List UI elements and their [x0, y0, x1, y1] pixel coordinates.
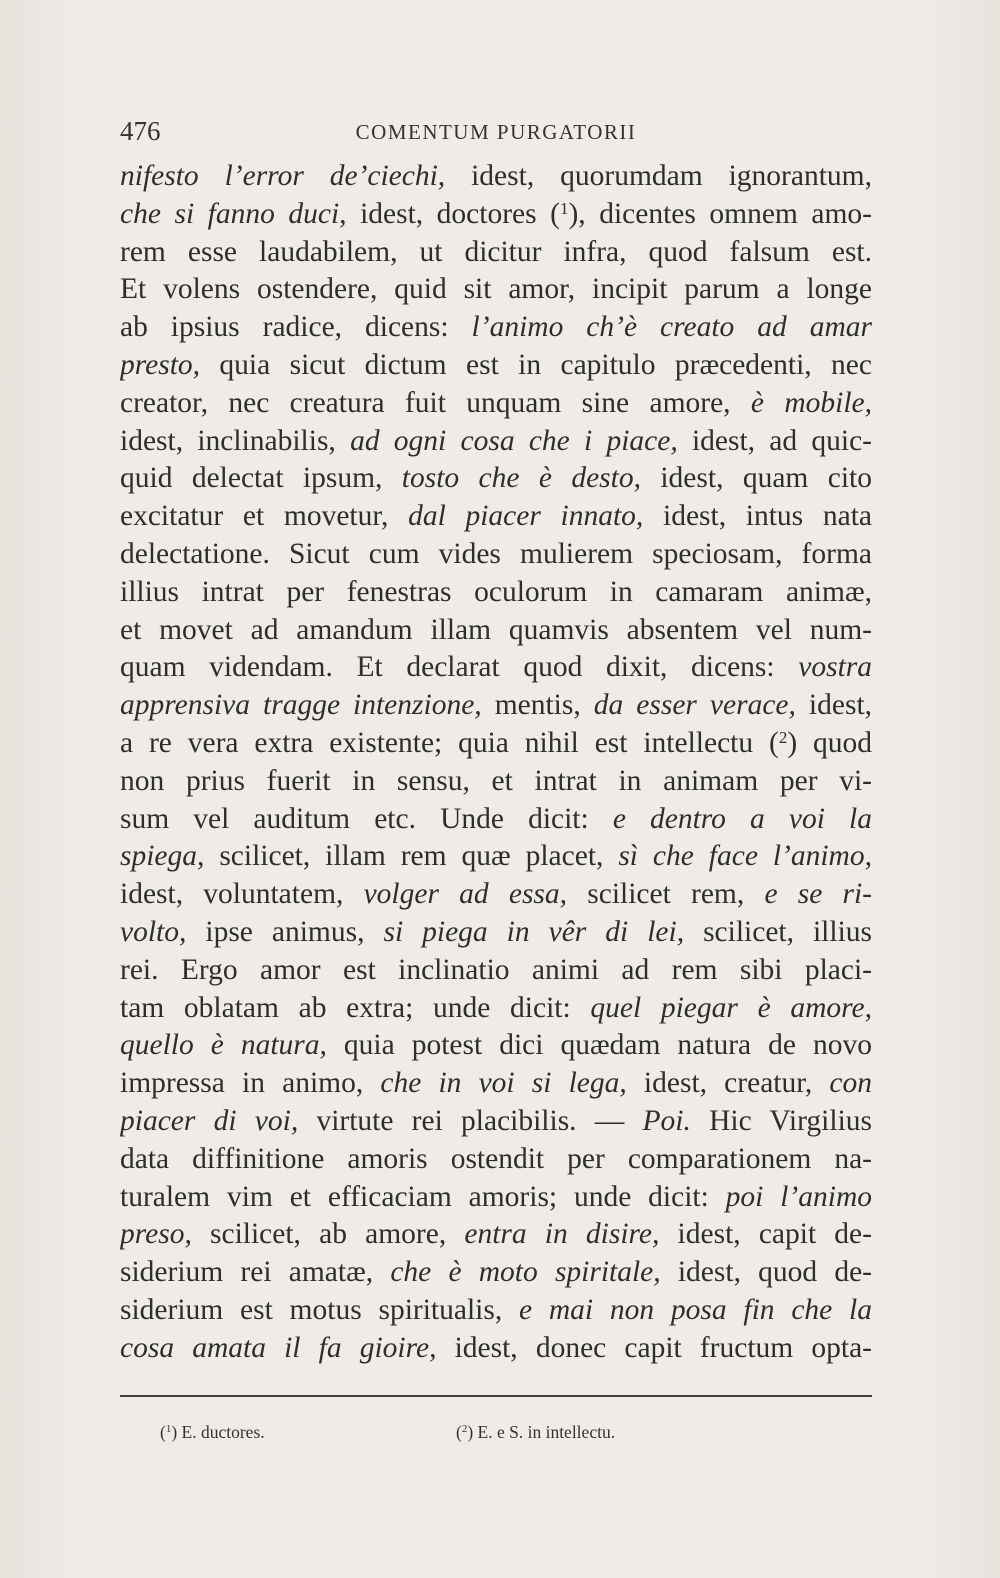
italic-quotation: si piega in vêr di lei,	[383, 915, 685, 948]
text-line	[120, 1254, 872, 1292]
italic-quotation: Poi.	[642, 1104, 691, 1137]
footnote-2: ($^2$) E. e S. in intellectu.	[456, 1422, 616, 1442]
text-line	[120, 687, 872, 725]
footnote-text: E. e S. in intellectu.	[477, 1422, 616, 1442]
text-run: scilicet, ab amore,	[191, 1218, 465, 1251]
text-run: virtute rei placibilis. —	[298, 1104, 643, 1137]
text-line	[120, 952, 872, 990]
text-run: ), dicentes omnem amo-	[568, 197, 872, 230]
text-line	[120, 725, 872, 763]
text-run: idest, voluntatem,	[120, 878, 364, 911]
italic-quotation: entra in disire,	[464, 1218, 660, 1251]
text-line	[120, 234, 872, 272]
italic-quotation: spiega,	[120, 840, 205, 873]
italic-quotation: quel piegar è amore,	[590, 991, 872, 1024]
text-run: mentis,	[481, 689, 594, 722]
text-line	[120, 498, 872, 536]
italic-quotation: che si fanno duci,	[120, 197, 347, 230]
text-line	[120, 838, 872, 876]
page-header	[120, 116, 872, 150]
footnote-reference: 1	[559, 198, 569, 218]
text-run: (	[768, 726, 779, 759]
italic-quotation: ad ogni cosa che i piace,	[350, 424, 678, 457]
italic-quotation: quello è natura,	[120, 1029, 327, 1062]
italic-quotation: dal piacer innato,	[408, 500, 644, 533]
text-run: impressa in animo,	[120, 1067, 381, 1100]
italic-quotation: con	[829, 1067, 872, 1100]
text-line	[120, 309, 872, 347]
page-number: 476	[120, 116, 161, 146]
text-run: idest, quod de-	[660, 1256, 872, 1289]
text-line	[120, 649, 872, 687]
italic-quotation: che è moto spiritale,	[390, 1256, 661, 1289]
italic-quotation: e mai non posa fin che la	[518, 1293, 872, 1326]
footnote-reference: 2	[778, 727, 788, 747]
text-line	[120, 1292, 872, 1330]
text-run: tam oblatam ab extra; unde dicit:	[120, 991, 591, 1024]
text-line	[120, 536, 872, 574]
italic-quotation: poi l’animo	[725, 1180, 872, 1213]
text-run: et movet ad amandum illam quamvis absentem vel num-	[120, 613, 872, 646]
text-line	[120, 990, 872, 1028]
text-run: scilicet, illius	[684, 915, 872, 948]
running-head: COMENTUM PURGATORII	[355, 120, 637, 144]
text-line	[120, 347, 872, 385]
text-run: scilicet, illam rem quæ placet,	[204, 840, 619, 873]
italic-quotation: preso,	[120, 1218, 192, 1251]
italic-quotation: volto,	[120, 915, 187, 948]
text-line	[120, 914, 872, 952]
text-line	[120, 763, 872, 801]
text-run: (	[550, 197, 560, 230]
text-line	[120, 1141, 872, 1179]
italic-quotation: sì che face l’animo,	[618, 840, 872, 873]
text-run: idest, quam cito	[640, 462, 872, 495]
text-run: non prius fuerit in sensu, et intrat in animam per vi-	[120, 764, 872, 797]
text-line	[120, 801, 872, 839]
text-run: idest,	[795, 689, 872, 722]
body-text	[120, 158, 872, 1388]
text-run: ab ipsius radice, dicens:	[120, 311, 472, 344]
text-run: a re vera extra existente; quia nihil est intellectu	[120, 726, 769, 759]
italic-quotation: nifesto l’error de’ciechi,	[120, 160, 446, 192]
text-run: idest, creatur,	[626, 1067, 830, 1100]
text-run: siderium rei amatæ,	[120, 1256, 391, 1289]
text-line	[120, 876, 872, 914]
text-line	[120, 1065, 872, 1103]
footnote-rule	[120, 1395, 872, 1397]
text-run: Hic Virgilius	[690, 1104, 872, 1137]
text-run: idest, intus nata	[643, 500, 872, 533]
text-run: ) quod	[787, 726, 872, 759]
text-line	[120, 460, 872, 498]
italic-quotation: che in voi si lega,	[380, 1067, 627, 1100]
italic-quotation: presto,	[120, 348, 201, 381]
italic-quotation: volger ad essa,	[363, 878, 568, 911]
italic-quotation: cosa amata il fa gioire,	[120, 1331, 437, 1364]
text-line	[120, 1103, 872, 1141]
text-run: rei. Ergo amor est inclinatio animi ad rem sibi placi-	[120, 953, 872, 986]
text-run: ipse animus,	[186, 915, 384, 948]
text-line	[120, 385, 872, 423]
text-run: excitatur et movetur,	[120, 500, 409, 533]
text-line	[120, 1027, 872, 1065]
text-run: creator, nec creatura fuit unquam sine amore,	[120, 386, 751, 419]
italic-quotation: tosto che è desto,	[401, 462, 641, 495]
text-line	[120, 574, 872, 612]
text-run: quam videndam. Et declarat quod dixit, dicens:	[120, 651, 799, 684]
text-run: idest, quorumdam ignorantum,	[445, 160, 872, 192]
italic-quotation: piacer di voi,	[120, 1104, 299, 1137]
italic-quotation: da esser verace,	[593, 689, 796, 722]
footnote-mark: 2	[461, 1423, 468, 1435]
footnote-1: ($^1$) E. ductores.	[160, 1422, 265, 1442]
text-run: illius intrat per fenestras oculorum in camaram animæ,	[120, 575, 872, 608]
text-line	[120, 423, 872, 461]
text-run: quia sicut dictum est in capitulo præcedenti, nec	[200, 348, 872, 381]
footnote-text: E. ductores.	[181, 1422, 265, 1442]
text-run: rem esse laudabilem, ut dicitur infra, quod falsum est.	[120, 235, 872, 268]
text-run: sum vel auditum etc. Unde dicit:	[120, 802, 613, 835]
italic-quotation: apprensiva tragge intenzione,	[120, 689, 482, 722]
text-run: idest, ad quic-	[677, 424, 872, 457]
italic-quotation: è mobile,	[750, 386, 872, 419]
text-run: turalem vim et efficaciam amoris; unde dicit:	[120, 1180, 726, 1213]
italic-quotation: l’animo ch’è creato ad amar	[471, 311, 872, 344]
footnotes	[160, 1422, 860, 1450]
text-line	[120, 1216, 872, 1254]
text-run: quia potest dici quædam natura de novo	[326, 1029, 872, 1062]
text-run: Et volens ostendere, quid sit amor, incipit parum a longe	[120, 273, 872, 306]
text-run: idest, capit de-	[659, 1218, 872, 1251]
text-line	[120, 271, 872, 309]
text-run: siderium est motus spiritualis,	[120, 1293, 519, 1326]
text-run: data diffinitione amoris ostendit per comparationem na-	[120, 1142, 872, 1175]
italic-quotation: e dentro a voi la	[612, 802, 872, 835]
italic-quotation: vostra	[798, 651, 872, 684]
text-line	[120, 196, 872, 234]
text-run: delectatione. Sicut cum vides mulierem speciosam, forma	[120, 537, 872, 570]
text-run: scilicet rem,	[567, 878, 765, 911]
text-run: quid delectat ipsum,	[120, 462, 402, 495]
italic-quotation: e se ri-	[764, 878, 872, 911]
text-line	[120, 612, 872, 650]
text-run: idest, doctores	[346, 197, 551, 230]
footnote-mark: 1	[165, 1423, 172, 1435]
text-run: idest, donec capit fructum opta-	[436, 1331, 872, 1364]
text-line	[120, 1330, 872, 1368]
text-line	[120, 158, 872, 196]
text-run: idest, inclinabilis,	[120, 424, 351, 457]
text-line	[120, 1179, 872, 1217]
